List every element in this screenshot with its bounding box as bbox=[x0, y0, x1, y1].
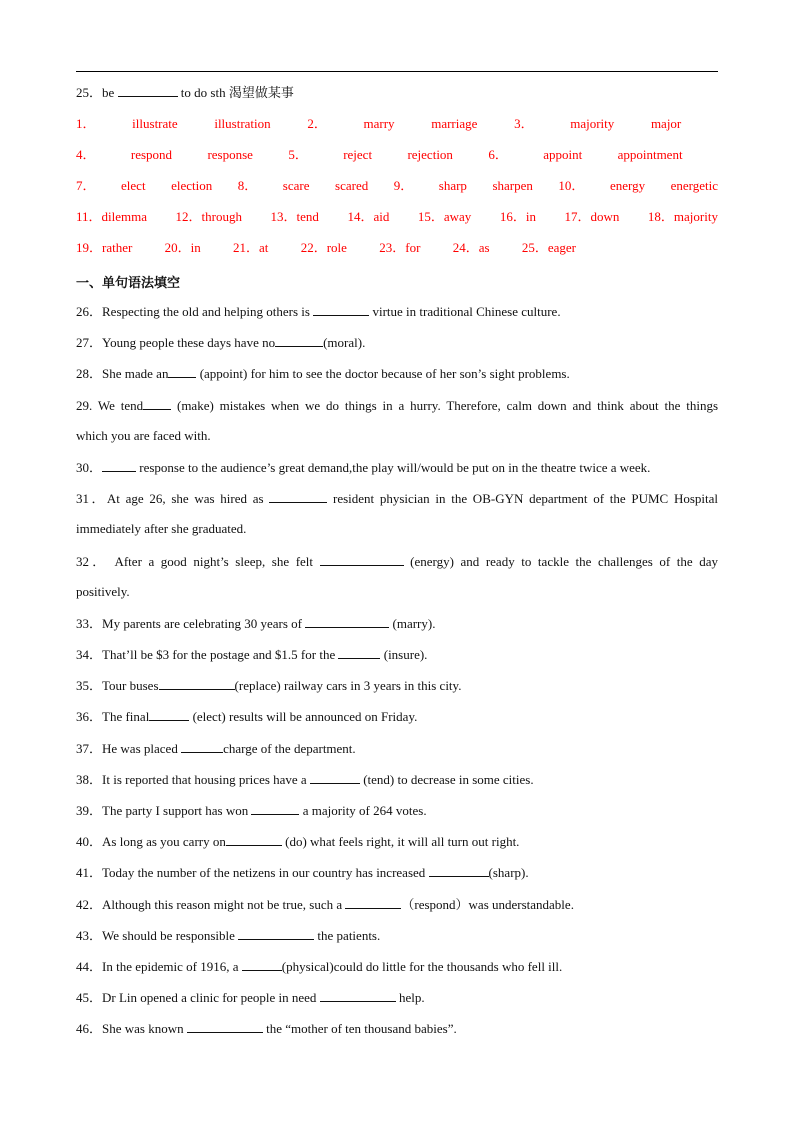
question-35: 35．Tour buses (replace) railway cars in 3 years in this city. bbox=[76, 678, 462, 693]
answer-blank[interactable] bbox=[345, 896, 401, 909]
answer-row-2: 4． respond response 5． reject rejection 6． appoint appointment bbox=[76, 147, 683, 162]
answer-row-5: 19．rather 20．in 21．at 22．role 23．for 24．as 25．eager bbox=[76, 240, 576, 255]
question-41: 41．Today the number of the netizens in our country has increased (sharp). bbox=[76, 865, 529, 880]
answer-blank[interactable] bbox=[305, 615, 389, 628]
answer-blank[interactable] bbox=[242, 958, 282, 971]
question-36: 36．The final (elect) results will be announced on Friday. bbox=[76, 709, 418, 724]
question-44: 44．In the epidemic of 1916, a (physical)could do little for the thousands who fell ill. bbox=[76, 959, 563, 974]
question-33: 33．My parents are celebrating 30 years of (marry). bbox=[76, 616, 436, 631]
answer-blank[interactable] bbox=[159, 677, 235, 690]
answer-blank[interactable] bbox=[338, 646, 380, 659]
answer-blank[interactable] bbox=[102, 459, 136, 472]
answer-blank[interactable] bbox=[429, 864, 489, 877]
section-title: 一、单句语法填空 bbox=[76, 276, 181, 291]
answer-blank[interactable] bbox=[275, 334, 323, 347]
answer-blank[interactable] bbox=[143, 397, 171, 410]
answer-blank[interactable] bbox=[320, 989, 396, 1002]
question-37: 37．He was placed charge of the department. bbox=[76, 741, 356, 756]
answer-row-4: 11．dilemma 12．through 13．tend 14．aid 15．away 16．in 17．down 18．majority bbox=[76, 209, 718, 224]
answer-blank[interactable] bbox=[320, 553, 404, 566]
question-42: 42．Although this reason might not be true, such a （respond）was understandable. bbox=[76, 897, 574, 912]
question-28: 28．She made an (appoint) for him to see the doctor because of her son’s sight problems. bbox=[76, 366, 570, 381]
question-26: 26．Respecting the old and helping others is virtue in traditional Chinese culture. bbox=[76, 304, 561, 319]
question-34: 34．That’ll be $3 for the postage and $1.5 for the (insure). bbox=[76, 647, 428, 662]
answer-blank[interactable] bbox=[310, 771, 360, 784]
answer-blank[interactable] bbox=[313, 303, 369, 316]
question-29-continued: which you are faced with. bbox=[76, 428, 211, 443]
question-32-continued: positively. bbox=[76, 584, 130, 599]
question-29: 29. We tend (make) mistakes when we do things in a hurry. Therefore, calm down and think about the things bbox=[76, 398, 719, 413]
question-46: 46．She was known the “mother of ten thousand babies”. bbox=[76, 1021, 457, 1036]
answer-blank[interactable] bbox=[269, 490, 327, 503]
question-31: 31．At age 26, she was hired as resident physician in the OB-GYN department of the PUMC Hospital bbox=[76, 491, 718, 506]
question-38: 38．It is reported that housing prices have a (tend) to decrease in some cities. bbox=[76, 772, 534, 787]
answer-blank[interactable] bbox=[187, 1020, 263, 1033]
question-45: 45．Dr Lin opened a clinic for people in need help. bbox=[76, 990, 425, 1005]
item-25: 25．be to do sth 渴望做某事 bbox=[76, 85, 294, 100]
answer-row-1: 1． illustrate illustration 2． marry marriage 3． majority major bbox=[76, 116, 682, 131]
question-27: 27．Young people these days have no (moral). bbox=[76, 335, 366, 350]
answer-blank[interactable] bbox=[149, 708, 189, 721]
question-32: 32． After a good night’s sleep, she felt (energy) and ready to tackle the challenges of the day bbox=[76, 554, 718, 569]
question-40: 40．As long as you carry on (do) what feels right, it will all turn out right. bbox=[76, 834, 520, 849]
question-43: 43．We should be responsible the patients. bbox=[76, 928, 381, 943]
answer-blank[interactable] bbox=[181, 740, 223, 753]
question-31-continued: immediately after she graduated. bbox=[76, 521, 247, 536]
answer-blank[interactable] bbox=[168, 365, 196, 378]
answer-blank[interactable] bbox=[238, 927, 314, 940]
answer-blank[interactable] bbox=[251, 802, 299, 815]
answer-blank[interactable] bbox=[226, 833, 282, 846]
question-39: 39．The party I support has won a majority of 264 votes. bbox=[76, 803, 427, 818]
answer-row-3: 7． elect election 8． scare scared 9． sharp sharpen 10． energy energetic bbox=[76, 178, 718, 193]
question-30: 30． response to the audience’s great demand,the play will/would be put on in the theatre twice a week. bbox=[76, 460, 651, 475]
answer-blank[interactable] bbox=[118, 84, 178, 97]
header-rule bbox=[76, 71, 718, 72]
